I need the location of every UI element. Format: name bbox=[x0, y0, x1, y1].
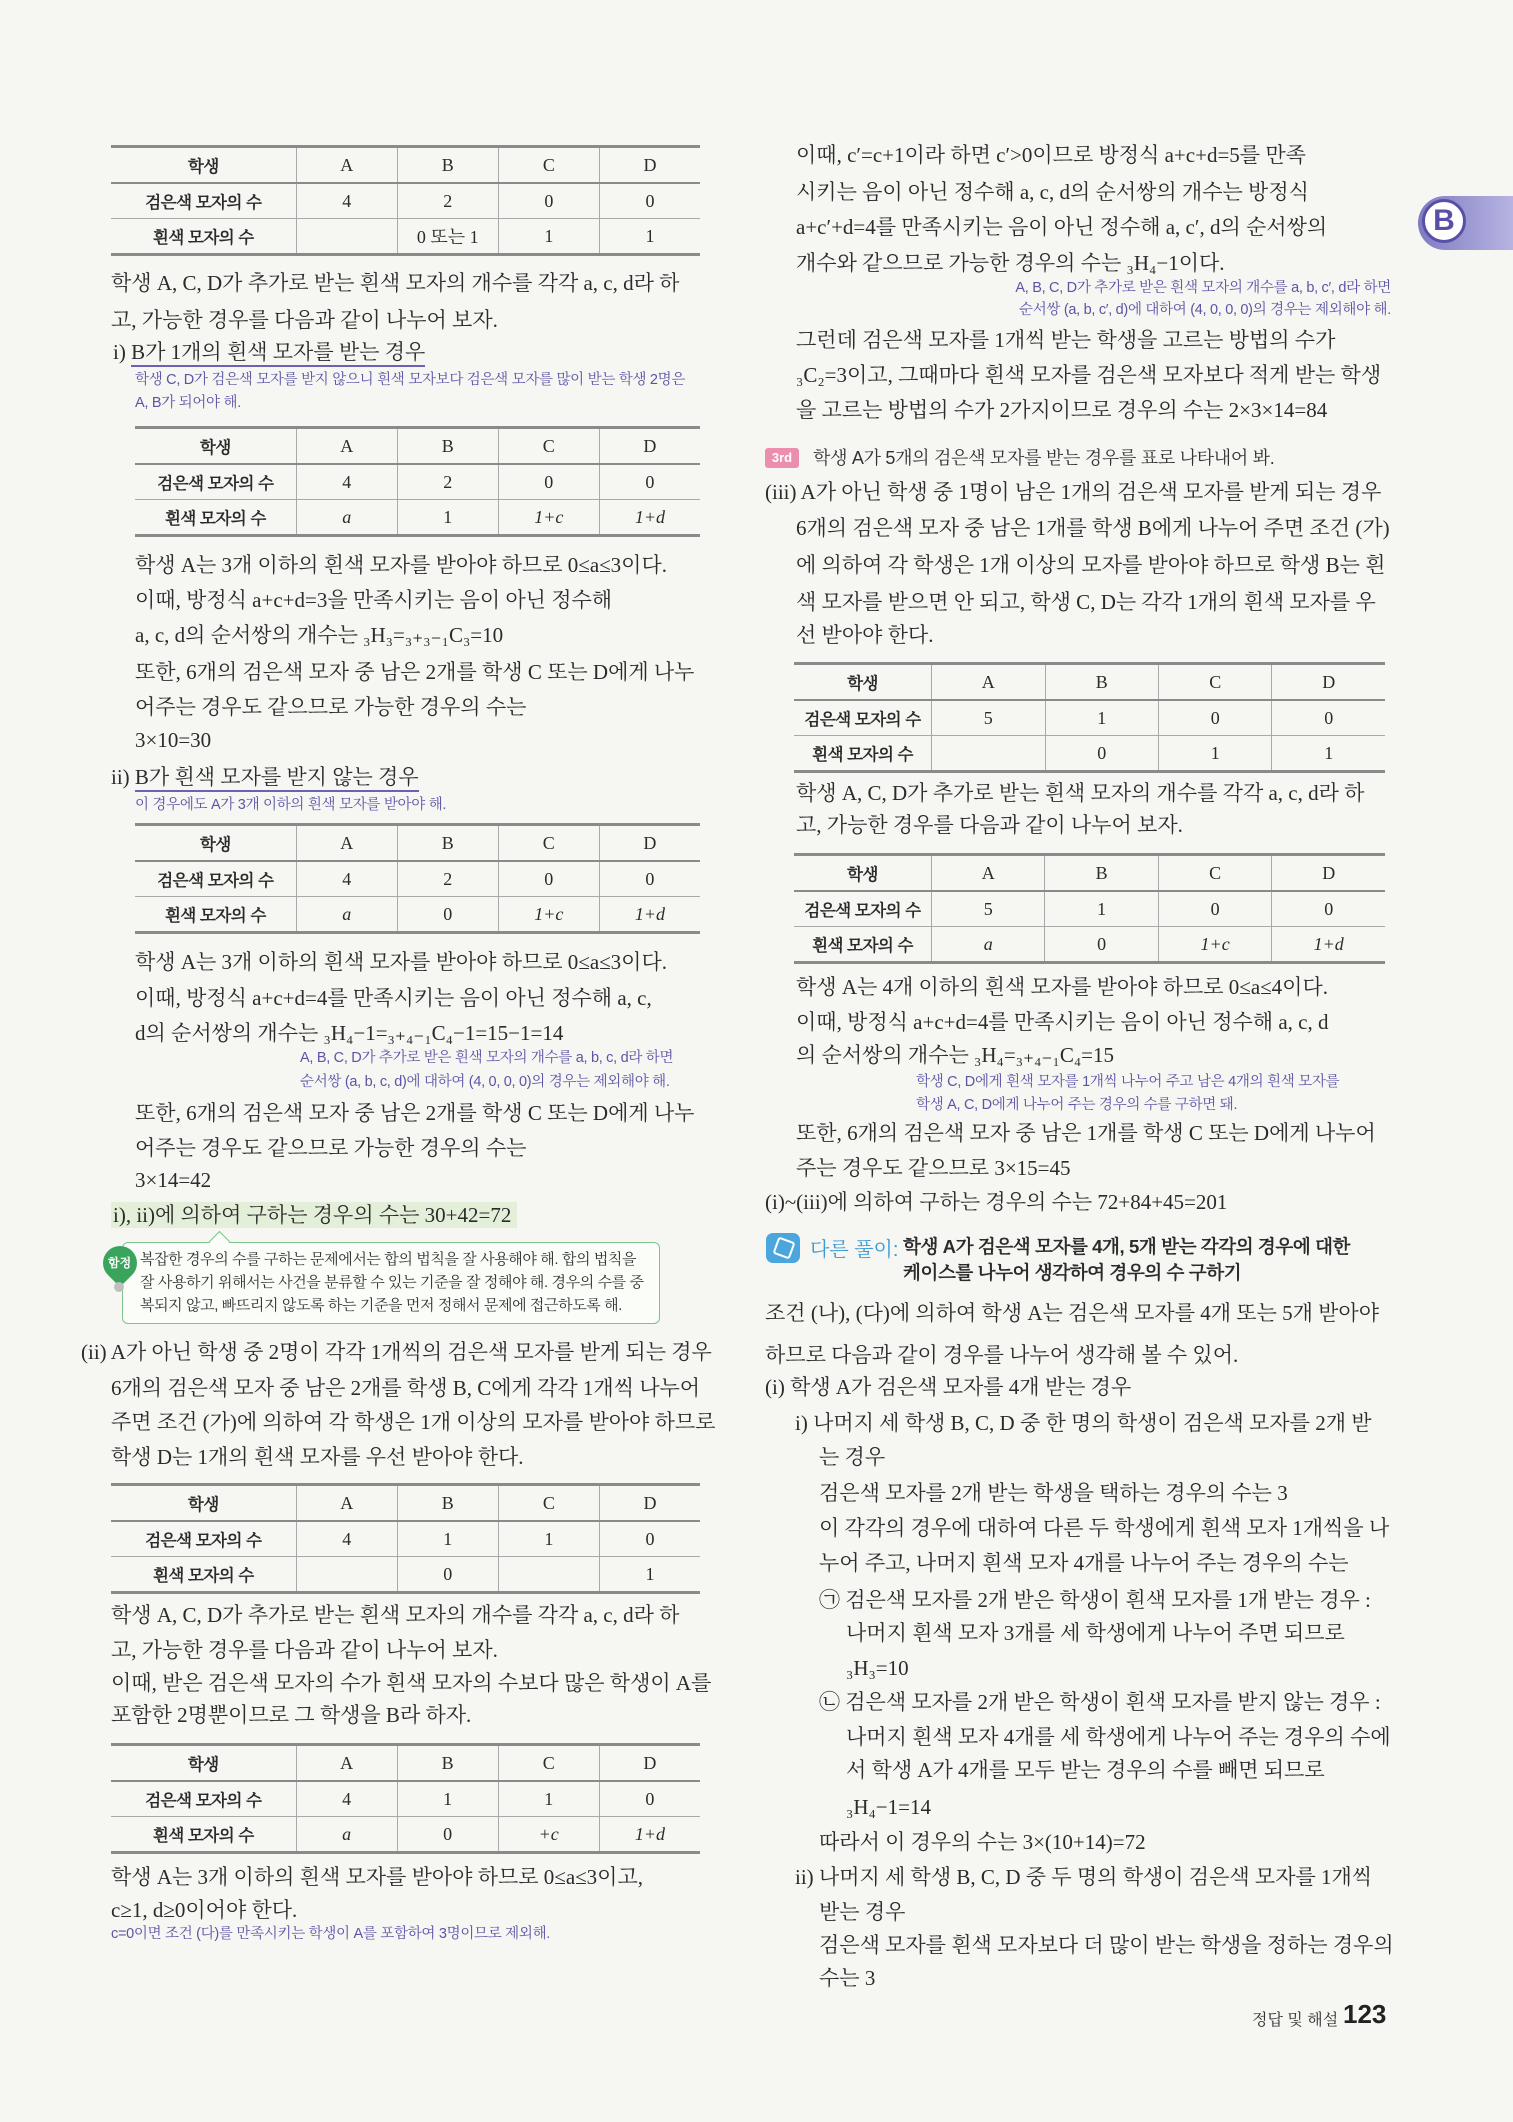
table-cell: C bbox=[498, 428, 599, 465]
text-line: a+c′+d=4를 만족시키는 음이 아닌 정수해 a, c′, d의 순서쌍의 bbox=[796, 215, 1328, 239]
table-cell: 0 bbox=[599, 861, 700, 897]
text-line: 서 학생 A가 4개를 모두 받는 경우의 수를 빼면 되므로 bbox=[846, 1758, 1325, 1782]
table-row bbox=[135, 500, 700, 536]
row-label-cell: 흰색 모자의 수 bbox=[794, 927, 932, 963]
text-line: 학생 A는 3개 이하의 흰색 모자를 받아야 하므로 0≤a≤3이다. bbox=[135, 950, 668, 974]
case-heading bbox=[111, 764, 419, 790]
text-line: 어주는 경우도 같으므로 가능한 경우의 수는 bbox=[135, 1136, 527, 1160]
text-line: 포함한 2명뿐이므로 그 학생을 B라 하자. bbox=[111, 1703, 472, 1727]
table-cell: 1 bbox=[1045, 700, 1158, 736]
alternative-solution-icon bbox=[766, 1233, 800, 1263]
text-line: 학생 A는 3개 이하의 흰색 모자를 받아야 하므로 0≤a≤3이다. bbox=[135, 553, 668, 577]
annotation-note: 학생 C, D에게 흰색 모자를 1개씩 나누어 주고 남은 4개의 흰색 모자를 bbox=[916, 1074, 1340, 1090]
text-line: ㉡ 검은색 모자를 2개 받은 학생이 흰색 모자를 받지 않는 경우 : bbox=[819, 1690, 1381, 1714]
table-cell: C bbox=[1159, 664, 1272, 701]
table-cell: 1 bbox=[599, 1557, 700, 1593]
table-cell: A bbox=[296, 147, 397, 184]
row-label-cell: 흰색 모자의 수 bbox=[135, 500, 296, 536]
row-label-cell: 학생 bbox=[135, 428, 296, 465]
row-label-cell: 검은색 모자의 수 bbox=[135, 861, 296, 897]
text-line: 선 받아야 한다. bbox=[796, 623, 934, 647]
text-line: 또한, 6개의 검은색 모자 중 남은 2개를 학생 C 또는 D에게 나누 bbox=[135, 660, 695, 684]
table-cell: 0 bbox=[1158, 891, 1272, 927]
text-line: 이때, 방정식 a+c+d=4를 만족시키는 음이 아닌 정수해 a, c, bbox=[135, 986, 652, 1010]
annotation-note: A, B, C, D가 추가로 받은 흰색 모자의 개수를 a, b, c′, d라 하면 bbox=[1015, 280, 1391, 296]
table-cell: 0 bbox=[599, 183, 700, 219]
step-badge: 3rd bbox=[765, 448, 799, 468]
table-cell: 4 bbox=[296, 1521, 397, 1557]
table-case-i bbox=[135, 426, 700, 537]
row-label-cell: 흰색 모자의 수 bbox=[794, 736, 932, 772]
table-cell: 2 bbox=[397, 183, 498, 219]
table-cell: 2 bbox=[397, 464, 498, 500]
table-row bbox=[794, 700, 1385, 736]
text-line: 나머지 흰색 모자 4개를 세 학생에게 나누어 주는 경우의 수에 bbox=[846, 1725, 1391, 1749]
case-heading: (iii) A가 아닌 학생 중 1명이 남은 1개의 검은색 모자를 받게 되는 경우 bbox=[765, 480, 1382, 504]
footer-section-label: 정답 및 해설 bbox=[1252, 2012, 1339, 2029]
table-row bbox=[111, 1781, 700, 1817]
table-cell: 1 bbox=[397, 1781, 498, 1817]
table-cell: 1 bbox=[1045, 891, 1158, 927]
table-cell: 0 bbox=[1159, 700, 1272, 736]
annotation-note: c=0이면 조건 (다)를 만족시키는 학생이 A를 포함하여 3명이므로 제외해. bbox=[111, 1926, 551, 1942]
annotation-note: 이 경우에도 A가 3개 이하의 흰색 모자를 받아야 해. bbox=[135, 797, 447, 813]
table-cell: 0 bbox=[1272, 891, 1385, 927]
table-cell: A bbox=[296, 825, 397, 862]
table-cell: D bbox=[599, 1485, 700, 1522]
row-label-cell: 검은색 모자의 수 bbox=[111, 1781, 296, 1817]
table-cell: 4 bbox=[296, 861, 397, 897]
text-line: (i) 학생 A가 검은색 모자를 4개 받는 경우 bbox=[765, 1375, 1132, 1399]
alternative-solution-title: 학생 A가 검은색 모자를 4개, 5개 받는 각각의 경우에 대한 bbox=[903, 1236, 1351, 1257]
page-number: 123 bbox=[1343, 1999, 1387, 2029]
table-cell: 1+d bbox=[599, 500, 700, 536]
table-row bbox=[111, 1557, 700, 1593]
row-label-cell: 검은색 모자의 수 bbox=[111, 183, 296, 219]
table-cell: 0 또는 1 bbox=[397, 219, 498, 255]
case-label: i) bbox=[113, 340, 126, 364]
table-row bbox=[111, 219, 700, 255]
text-line: 의 순서쌍의 개수는 ₃H₄=₃₊₄₋₁C₄=15 bbox=[796, 1043, 1114, 1067]
table-case-3-detail bbox=[794, 853, 1385, 964]
annotation-note: 순서쌍 (a, b, c, d)에 대하여 (4, 0, 0, 0)의 경우는 제외해야 해. bbox=[300, 1074, 670, 1090]
table-header-row bbox=[111, 147, 700, 184]
text-line: 학생 A, C, D가 추가로 받는 흰색 모자의 개수를 각각 a, c, d라 하 bbox=[796, 781, 1365, 805]
row-label-cell: 검은색 모자의 수 bbox=[111, 1521, 296, 1557]
table-cell: 1+c bbox=[498, 500, 599, 536]
annotation-note: A, B가 되어야 해. bbox=[135, 395, 241, 411]
text-line: 어주는 경우도 같으므로 가능한 경우의 수는 bbox=[135, 695, 527, 719]
table-cell: 0 bbox=[599, 1521, 700, 1557]
table-cell: 0 bbox=[1045, 927, 1158, 963]
text-line: i) 나머지 세 학생 B, C, D 중 한 명의 학생이 검은색 모자를 2개 받 bbox=[795, 1411, 1372, 1435]
text-line: 3×10=30 bbox=[135, 728, 212, 752]
table-cell: A bbox=[932, 855, 1045, 892]
table-cell: 1 bbox=[1272, 736, 1385, 772]
table-row bbox=[794, 736, 1385, 772]
table-cell: D bbox=[599, 147, 700, 184]
table-cell: 1+d bbox=[599, 897, 700, 933]
text-line: 또한, 6개의 검은색 모자 중 남은 2개를 학생 C 또는 D에게 나누 bbox=[135, 1101, 695, 1125]
row-label-cell: 학생 bbox=[111, 147, 296, 184]
table-row bbox=[794, 927, 1385, 963]
table-header-row bbox=[794, 664, 1385, 701]
text-line: 조건 (나), (다)에 의하여 학생 A는 검은색 모자를 4개 또는 5개 받아야 bbox=[765, 1301, 1380, 1325]
text-line: 학생 D는 1개의 흰색 모자를 우선 받아야 한다. bbox=[111, 1445, 524, 1469]
table-cell: B bbox=[397, 147, 498, 184]
pin-icon bbox=[114, 1282, 124, 1292]
text-line: 이때, c′=c+1이라 하면 c′>0이므로 방정식 a+c+d=5를 만족 bbox=[796, 143, 1306, 167]
table-cell: A bbox=[296, 1745, 397, 1782]
table-cell: 0 bbox=[1045, 736, 1158, 772]
text-line: 학생 A, C, D가 추가로 받는 흰색 모자의 개수를 각각 a, c, d라 하 bbox=[111, 271, 680, 295]
text-line: ii) 나머지 세 학생 B, C, D 중 두 명의 학생이 검은색 모자를 1개씩 bbox=[795, 1865, 1373, 1889]
text-line: 따라서 이 경우의 수는 3×(10+14)=72 bbox=[819, 1830, 1146, 1854]
table-header-row bbox=[111, 1485, 700, 1522]
text-line: 고, 가능한 경우를 다음과 같이 나누어 보자. bbox=[111, 308, 498, 332]
alternative-solution-title: 케이스를 나누어 생각하여 경우의 수 구하기 bbox=[903, 1262, 1242, 1283]
table-cell: 0 bbox=[498, 861, 599, 897]
text-line: 에 의하여 각 학생은 1개 이상의 모자를 받아야 하므로 학생 B는 흰 bbox=[796, 553, 1386, 577]
alternative-solution-label: 다른 풀이: bbox=[810, 1239, 899, 1261]
table-cell: 1 bbox=[1159, 736, 1272, 772]
tip-text: 복되지 않고, 빠뜨리지 않도록 하는 기준을 먼저 정해서 문제에 접근하도록 해. bbox=[140, 1297, 623, 1314]
text-line: 고, 가능한 경우를 다음과 같이 나누어 보자. bbox=[796, 813, 1183, 837]
text-line: ₃C₂=3이고, 그때마다 흰색 모자를 검은색 모자보다 적게 받는 학생 bbox=[796, 363, 1382, 387]
table-cell: A bbox=[296, 428, 397, 465]
table-cell: a bbox=[296, 500, 397, 536]
table-row bbox=[135, 897, 700, 933]
table-cell: A bbox=[932, 664, 1045, 701]
table-case-ii bbox=[135, 823, 700, 934]
table-cell: C bbox=[498, 825, 599, 862]
table-row bbox=[794, 891, 1385, 927]
row-label-cell: 검은색 모자의 수 bbox=[135, 464, 296, 500]
text-line: 학생 A는 3개 이하의 흰색 모자를 받아야 하므로 0≤a≤3이고, bbox=[111, 1865, 644, 1889]
text-line: 이때, 방정식 a+c+d=4를 만족시키는 음이 아닌 정수해 a, c, d bbox=[796, 1010, 1329, 1034]
text-line: a, c, d의 순서쌍의 개수는 ₃H₃=₃₊₃₋₁C₃=10 bbox=[135, 623, 504, 647]
table-cell bbox=[932, 736, 1045, 772]
text-line: 이 각각의 경우에 대하여 다른 두 학생에게 흰색 모자 1개씩을 나 bbox=[819, 1516, 1390, 1540]
text-line: 학생 A, C, D가 추가로 받는 흰색 모자의 개수를 각각 a, c, d라 하 bbox=[111, 1603, 680, 1627]
text-line: 검은색 모자를 흰색 모자보다 더 많이 받는 학생을 정하는 경우의 bbox=[819, 1933, 1394, 1957]
table-cell bbox=[498, 1557, 599, 1593]
case-heading bbox=[113, 339, 425, 365]
row-label-cell: 흰색 모자의 수 bbox=[135, 897, 296, 933]
table-row bbox=[111, 1521, 700, 1557]
text-line: 검은색 모자를 2개 받는 학생을 택하는 경우의 수는 3 bbox=[819, 1481, 1288, 1505]
table-cell: 1+d bbox=[599, 1817, 700, 1853]
text-line: 누어 주고, 나머지 흰색 모자 4개를 나누어 주는 경우의 수는 bbox=[819, 1551, 1349, 1575]
tip-text: 잘 사용하기 위해서는 사건을 분류할 수 있는 기준을 잘 정해야 해. 경우의 수를 중 bbox=[140, 1274, 644, 1291]
table-case-2-detail bbox=[111, 1743, 700, 1854]
table-cell: 0 bbox=[397, 1817, 498, 1853]
table-header-row bbox=[794, 855, 1385, 892]
table-cell: a bbox=[296, 1817, 397, 1853]
table-cell: 5 bbox=[932, 891, 1045, 927]
table-cell: A bbox=[296, 1485, 397, 1522]
row-label-cell: 흰색 모자의 수 bbox=[111, 1817, 296, 1853]
text-line: ₃H₄−1=14 bbox=[846, 1795, 931, 1819]
case-title: B가 흰색 모자를 받지 않는 경우 bbox=[135, 765, 419, 792]
row-label-cell: 흰색 모자의 수 bbox=[111, 219, 296, 255]
row-label-cell: 흰색 모자의 수 bbox=[111, 1557, 296, 1593]
table-cell: 0 bbox=[397, 1557, 498, 1593]
table-cell: B bbox=[397, 428, 498, 465]
text-line: 3×14=42 bbox=[135, 1168, 212, 1192]
text-line: 이때, 받은 검은색 모자의 수가 흰색 모자의 수보다 많은 학생이 A를 bbox=[111, 1671, 712, 1695]
table-cell: 5 bbox=[932, 700, 1045, 736]
text-line: c≥1, d≥0이어야 한다. bbox=[111, 1898, 298, 1922]
table-cell: 4 bbox=[296, 1781, 397, 1817]
text-line: 6개의 검은색 모자 중 남은 1개를 학생 B에게 나누어 주면 조건 (가) bbox=[796, 516, 1390, 540]
row-label-cell: 학생 bbox=[135, 825, 296, 862]
table-cell bbox=[296, 1557, 397, 1593]
table-cell: 0 bbox=[498, 464, 599, 500]
table-cell: B bbox=[1045, 664, 1158, 701]
text-line: ㉠ 검은색 모자를 2개 받은 학생이 흰색 모자를 1개 받는 경우 : bbox=[819, 1588, 1371, 1612]
text-line: d의 순서쌍의 개수는 ₃H₄−1=₃₊₄₋₁C₄−1=15−1=14 bbox=[135, 1021, 564, 1045]
text-line: 또한, 6개의 검은색 모자 중 남은 1개를 학생 C 또는 D에게 나누어 bbox=[796, 1121, 1376, 1145]
table-cell: D bbox=[1272, 855, 1385, 892]
table-cell: 0 bbox=[498, 183, 599, 219]
table-cell: 1+c bbox=[1158, 927, 1272, 963]
section-tab-b bbox=[1418, 196, 1513, 250]
table-case-3 bbox=[794, 662, 1385, 773]
table-header-row bbox=[135, 428, 700, 465]
annotation-note: 순서쌍 (a, b, c′, d)에 대하여 (4, 0, 0, 0)의 경우는 제외해야 해. bbox=[1019, 302, 1391, 318]
row-label-cell: 학생 bbox=[111, 1485, 296, 1522]
table-cell: a bbox=[932, 927, 1045, 963]
table-cell: 0 bbox=[599, 464, 700, 500]
table-cell: 0 bbox=[397, 897, 498, 933]
table-cell: 1 bbox=[498, 219, 599, 255]
row-label-cell: 학생 bbox=[794, 664, 932, 701]
annotation-note: 학생 A, C, D에게 나누어 주는 경우의 수를 구하면 돼. bbox=[916, 1097, 1238, 1113]
table-cell: C bbox=[1158, 855, 1272, 892]
table-cell: B bbox=[397, 825, 498, 862]
text-line: 는 경우 bbox=[819, 1445, 886, 1469]
text-line: 수는 3 bbox=[819, 1966, 876, 1990]
summary-line: i), ii)에 의하여 구하는 경우의 수는 30+42=72 bbox=[111, 1202, 517, 1228]
annotation-note: 학생 C, D가 검은색 모자를 받지 않으니 흰색 모자보다 검은색 모자를 많이 받는 학생 2명은 bbox=[135, 372, 686, 388]
text-line: ₃H₃=10 bbox=[846, 1656, 909, 1680]
table-cell: 1+c bbox=[498, 897, 599, 933]
table-cell: B bbox=[397, 1745, 498, 1782]
table-cell: 1+d bbox=[1272, 927, 1385, 963]
table-cell: a bbox=[296, 897, 397, 933]
table-cell: 0 bbox=[599, 1781, 700, 1817]
text-line: 이때, 방정식 a+c+d=3을 만족시키는 음이 아닌 정수해 bbox=[135, 588, 613, 612]
table-cell: D bbox=[1272, 664, 1385, 701]
table-cell: 2 bbox=[397, 861, 498, 897]
text-line: 나머지 흰색 모자 3개를 세 학생에게 나누어 주면 되므로 bbox=[846, 1621, 1345, 1645]
table-cell: 1 bbox=[498, 1521, 599, 1557]
table-cell: 1 bbox=[599, 219, 700, 255]
case-label: ii) bbox=[111, 765, 130, 789]
table-cell: D bbox=[599, 825, 700, 862]
row-label-cell: 학생 bbox=[111, 1745, 296, 1782]
step-text: 학생 A가 5개의 검은색 모자를 받는 경우를 표로 나타내어 봐. bbox=[813, 448, 1275, 468]
text-line: 하므로 다음과 같이 경우를 나누어 생각해 볼 수 있어. bbox=[765, 1343, 1239, 1367]
case-heading: (ii) A가 아닌 학생 중 2명이 각각 1개씩의 검은색 모자를 받게 되는 경우 bbox=[81, 1340, 712, 1364]
table-cell: B bbox=[1045, 855, 1158, 892]
row-label-cell: 검은색 모자의 수 bbox=[794, 891, 932, 927]
row-label-cell: 검은색 모자의 수 bbox=[794, 700, 932, 736]
table-row bbox=[135, 464, 700, 500]
text-line: 색 모자를 받으면 안 되고, 학생 C, D는 각각 1개의 흰색 모자를 우 bbox=[796, 590, 1376, 614]
text-line: 시키는 음이 아닌 정수해 a, c, d의 순서쌍의 개수는 방정식 bbox=[796, 180, 1309, 204]
table-cell: 4 bbox=[296, 183, 397, 219]
table-row bbox=[111, 183, 700, 219]
table-row bbox=[111, 1817, 700, 1853]
table-cell: C bbox=[498, 147, 599, 184]
table-cell: 1 bbox=[397, 1521, 498, 1557]
row-label-cell: 학생 bbox=[794, 855, 932, 892]
table-cell: D bbox=[599, 428, 700, 465]
table-cell: 1 bbox=[397, 500, 498, 536]
table-cell bbox=[296, 219, 397, 255]
table-cell: +c bbox=[498, 1817, 599, 1853]
table-cell: D bbox=[599, 1745, 700, 1782]
table-case-2 bbox=[111, 1483, 700, 1594]
text-line: 받는 경우 bbox=[819, 1900, 906, 1924]
table-row bbox=[135, 861, 700, 897]
text-line: 을 고르는 방법의 수가 2가지이므로 경우의 수는 2×3×14=84 bbox=[796, 398, 1328, 422]
table-header-row bbox=[135, 825, 700, 862]
summary-line: (i)~(iii)에 의하여 구하는 경우의 수는 72+84+45=201 bbox=[765, 1190, 1228, 1214]
trap-badge-label: 함정 bbox=[108, 1256, 132, 1271]
text-line: 주는 경우도 같으므로 3×15=45 bbox=[796, 1156, 1071, 1180]
annotation-note: A, B, C, D가 추가로 받은 흰색 모자의 개수를 a, b, c, d라 하면 bbox=[300, 1050, 674, 1066]
text-line: 개수와 같으므로 가능한 경우의 수는 ₃H₄−1이다. bbox=[796, 251, 1225, 275]
table-cell: B bbox=[397, 1485, 498, 1522]
text-line: 그런데 검은색 모자를 1개씩 받는 학생을 고르는 방법의 수가 bbox=[796, 328, 1336, 352]
table-cell: 4 bbox=[296, 464, 397, 500]
text-line: 주면 조건 (가)에 의하여 각 학생은 1개 이상의 모자를 받아야 하므로 bbox=[111, 1410, 716, 1434]
text-line: 고, 가능한 경우를 다음과 같이 나누어 보자. bbox=[111, 1638, 498, 1662]
table-cell: C bbox=[498, 1745, 599, 1782]
section-letter: B bbox=[1422, 199, 1466, 243]
text-line: 6개의 검은색 모자 중 남은 2개를 학생 B, C에게 각각 1개씩 나누어 bbox=[111, 1376, 701, 1400]
table-cell: C bbox=[498, 1485, 599, 1522]
table-cell: 0 bbox=[1272, 700, 1385, 736]
table-case-1 bbox=[111, 145, 700, 256]
tip-text: 복잡한 경우의 수를 구하는 문제에서는 합의 법칙을 잘 사용해야 해. 합의 법칙을 bbox=[140, 1251, 637, 1268]
table-cell: 1 bbox=[498, 1781, 599, 1817]
case-title: B가 1개의 흰색 모자를 받는 경우 bbox=[131, 340, 425, 367]
text-line: 학생 A는 4개 이하의 흰색 모자를 받아야 하므로 0≤a≤4이다. bbox=[796, 975, 1329, 999]
table-header-row bbox=[111, 1745, 700, 1782]
